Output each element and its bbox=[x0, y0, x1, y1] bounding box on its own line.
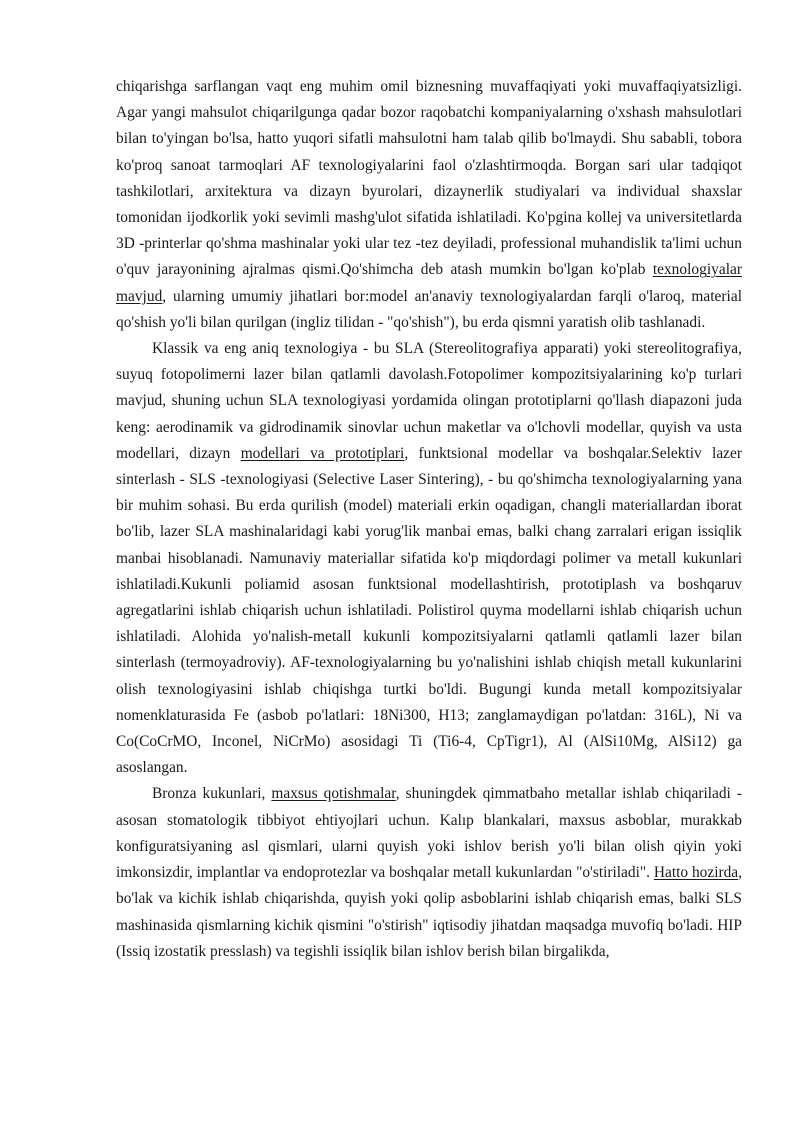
link-hatto-hozirda[interactable]: Hatto hozirda bbox=[653, 864, 739, 882]
link-maxsus-qotishmalar[interactable]: maxsus qotishmalar bbox=[271, 785, 396, 803]
paragraph-3-text-c: , bo'lak va kichik ishlab chiqarishda, quyish yoki qolip asboblarini ishlab chiqarish emas, balki SLS mashinasida qismlarning kichik qismini "o'stirish" iqtisodiy jihatdan maqsadga muvofiq bo'ladi. HIP (Issiq izostatik presslash) va tegishli issiqlik bilan ishlov berish bilan birgalikda, bbox=[116, 864, 742, 960]
paragraph-1-text-b: , ularning umumiy jihatlari bor:model an'anaviy texnologiyalardan farqli o'laroq, material qo'shish yo'li bilan qurilgan (ingliz tilidan - "qo'shish"), bu erda qismni yaratish olib tashlanadi. bbox=[116, 287, 742, 331]
paragraph-2 bbox=[116, 336, 742, 781]
document-body bbox=[116, 74, 742, 965]
paragraph-3-text-a: Bronza kukunlari, bbox=[152, 785, 272, 803]
paragraph-2-text-a: Klassik va eng aniq texnologiya - bu SLA (Stereolitografiya apparati) yoki stereolitografiya, suyuq fotopolimerni lazer bilan qatlamli davolash.Fotopolimer kompozitsiyalarining ko'p turlari mavjud, shuning uchun SLA texnologiyasi yordamida olingan prototiplarni qo'llash diapazoni juda keng: aerodinamik va gidrodinamik sinovlar uchun maketlar va o'lchovli modellar, quyish va usta modellari, dizayn bbox=[116, 340, 742, 462]
paragraph-2-text-b: , funktsional modellar va boshqalar.Selektiv lazer sinterlash - SLS -texnologiyasi (Selective Laser Sintering), - bu qo'shimcha texnologiyalarning yana bir muhim sohasi. Bu erda qurilish (model) materiali erkin oqadigan, changli materiallardan iborat bo'lib, lazer SLA mashinalaridagi kabi yorug'lik manbai emas, balki chang zarralari erigan issiqlik manbai hisoblanadi. Namunaviy materiallar sifatida ko'p miqdordagi polimer va metall kukunlari ishlatiladi.Kukunli poliamid asosan funktsional modellashtirish, prototiplash va boshqaruv agregatlarini ishlab chiqarish uchun ishlatiladi. Polistirol quyma modellarni ishlab chiqarish uchun ishlatiladi. Alohida yo'nalish-metall kukunli kompozitsiyalarni qatlamli qatlamli lazer bilan sinterlash (termoyadroviy). AF-texnologiyalarning bu yo'nalishini ishlab chiqish metall kukunlarini olish texnologiyasini ishlab chiqishga turtki bo'ldi. Bugungi kunda metall kompozitsiyalar nomenklaturasida Fe (asbob po'latlari: 18Ni300, H13; zanglamaydigan po'latdan: 316L), Ni va Co(CoCrMO, Inconel, NiCrMo) asosidagi Ti (Ti6-4, CpTigr1), Al (AlSi10Mg, AlSi12) ga asoslangan. bbox=[116, 444, 742, 777]
link-texnologiyalar-mavjud[interactable]: texnologiyalar mavjud bbox=[116, 261, 742, 305]
paragraph-3-text-b: , shuningdek qimmatbaho metallar ishlab chiqariladi - asosan stomatologik tibbiyot ehtiyojlari uchun. Kalıp blankalari, maxsus asboblar, murakkab konfiguratsiyaning asl qismlari, ularni quyish yoki ishlov berish yo'li bilan olish qiyin yoki imkonsizdir, implantlar va endoprotezlar va boshqalar metall kukunlardan "o'stiriladi". bbox=[116, 785, 742, 882]
paragraph-1-text-a: chiqarishga sarflangan vaqt eng muhim omil biznesning muvaffaqiyati yoki muvaffaqiyatsizligi. Agar yangi mahsulot chiqarilgunga qadar bozor raqobatchi kompaniyalarning o'xshash mahsulotlari bilan to'yingan bo'lsa, hatto yuqori sifatli mahsulotni ham talab qilib bo'lmaydi. Shu sababli, tobora ko'proq sanoat tarmoqlari AF texnologiyalarini faol o'zlashtirmoqda. Borgan sari ular tadqiqot tashkilotlari, arxitektura va dizayn byurolari, dizaynerlik studiyalari va individual shaxslar tomonidan ijodkorlik yoki sevimli mashg'ulot sifatida ishlatiladi. Ko'pgina kollej va universitetlarda 3D -printerlar qo'shma mashinalar yoki ular tez -tez deyiladi, professional muhandislik ta'limi uchun o'quv jarayonining ajralmas qismi.Qo'shimcha deb atash mumkin bo'lgan ko'plab bbox=[116, 78, 742, 279]
paragraph-1 bbox=[116, 74, 742, 336]
link-modellari-va-prototiplari[interactable]: modellari va prototiplari bbox=[240, 444, 405, 462]
paragraph-3 bbox=[116, 781, 742, 964]
